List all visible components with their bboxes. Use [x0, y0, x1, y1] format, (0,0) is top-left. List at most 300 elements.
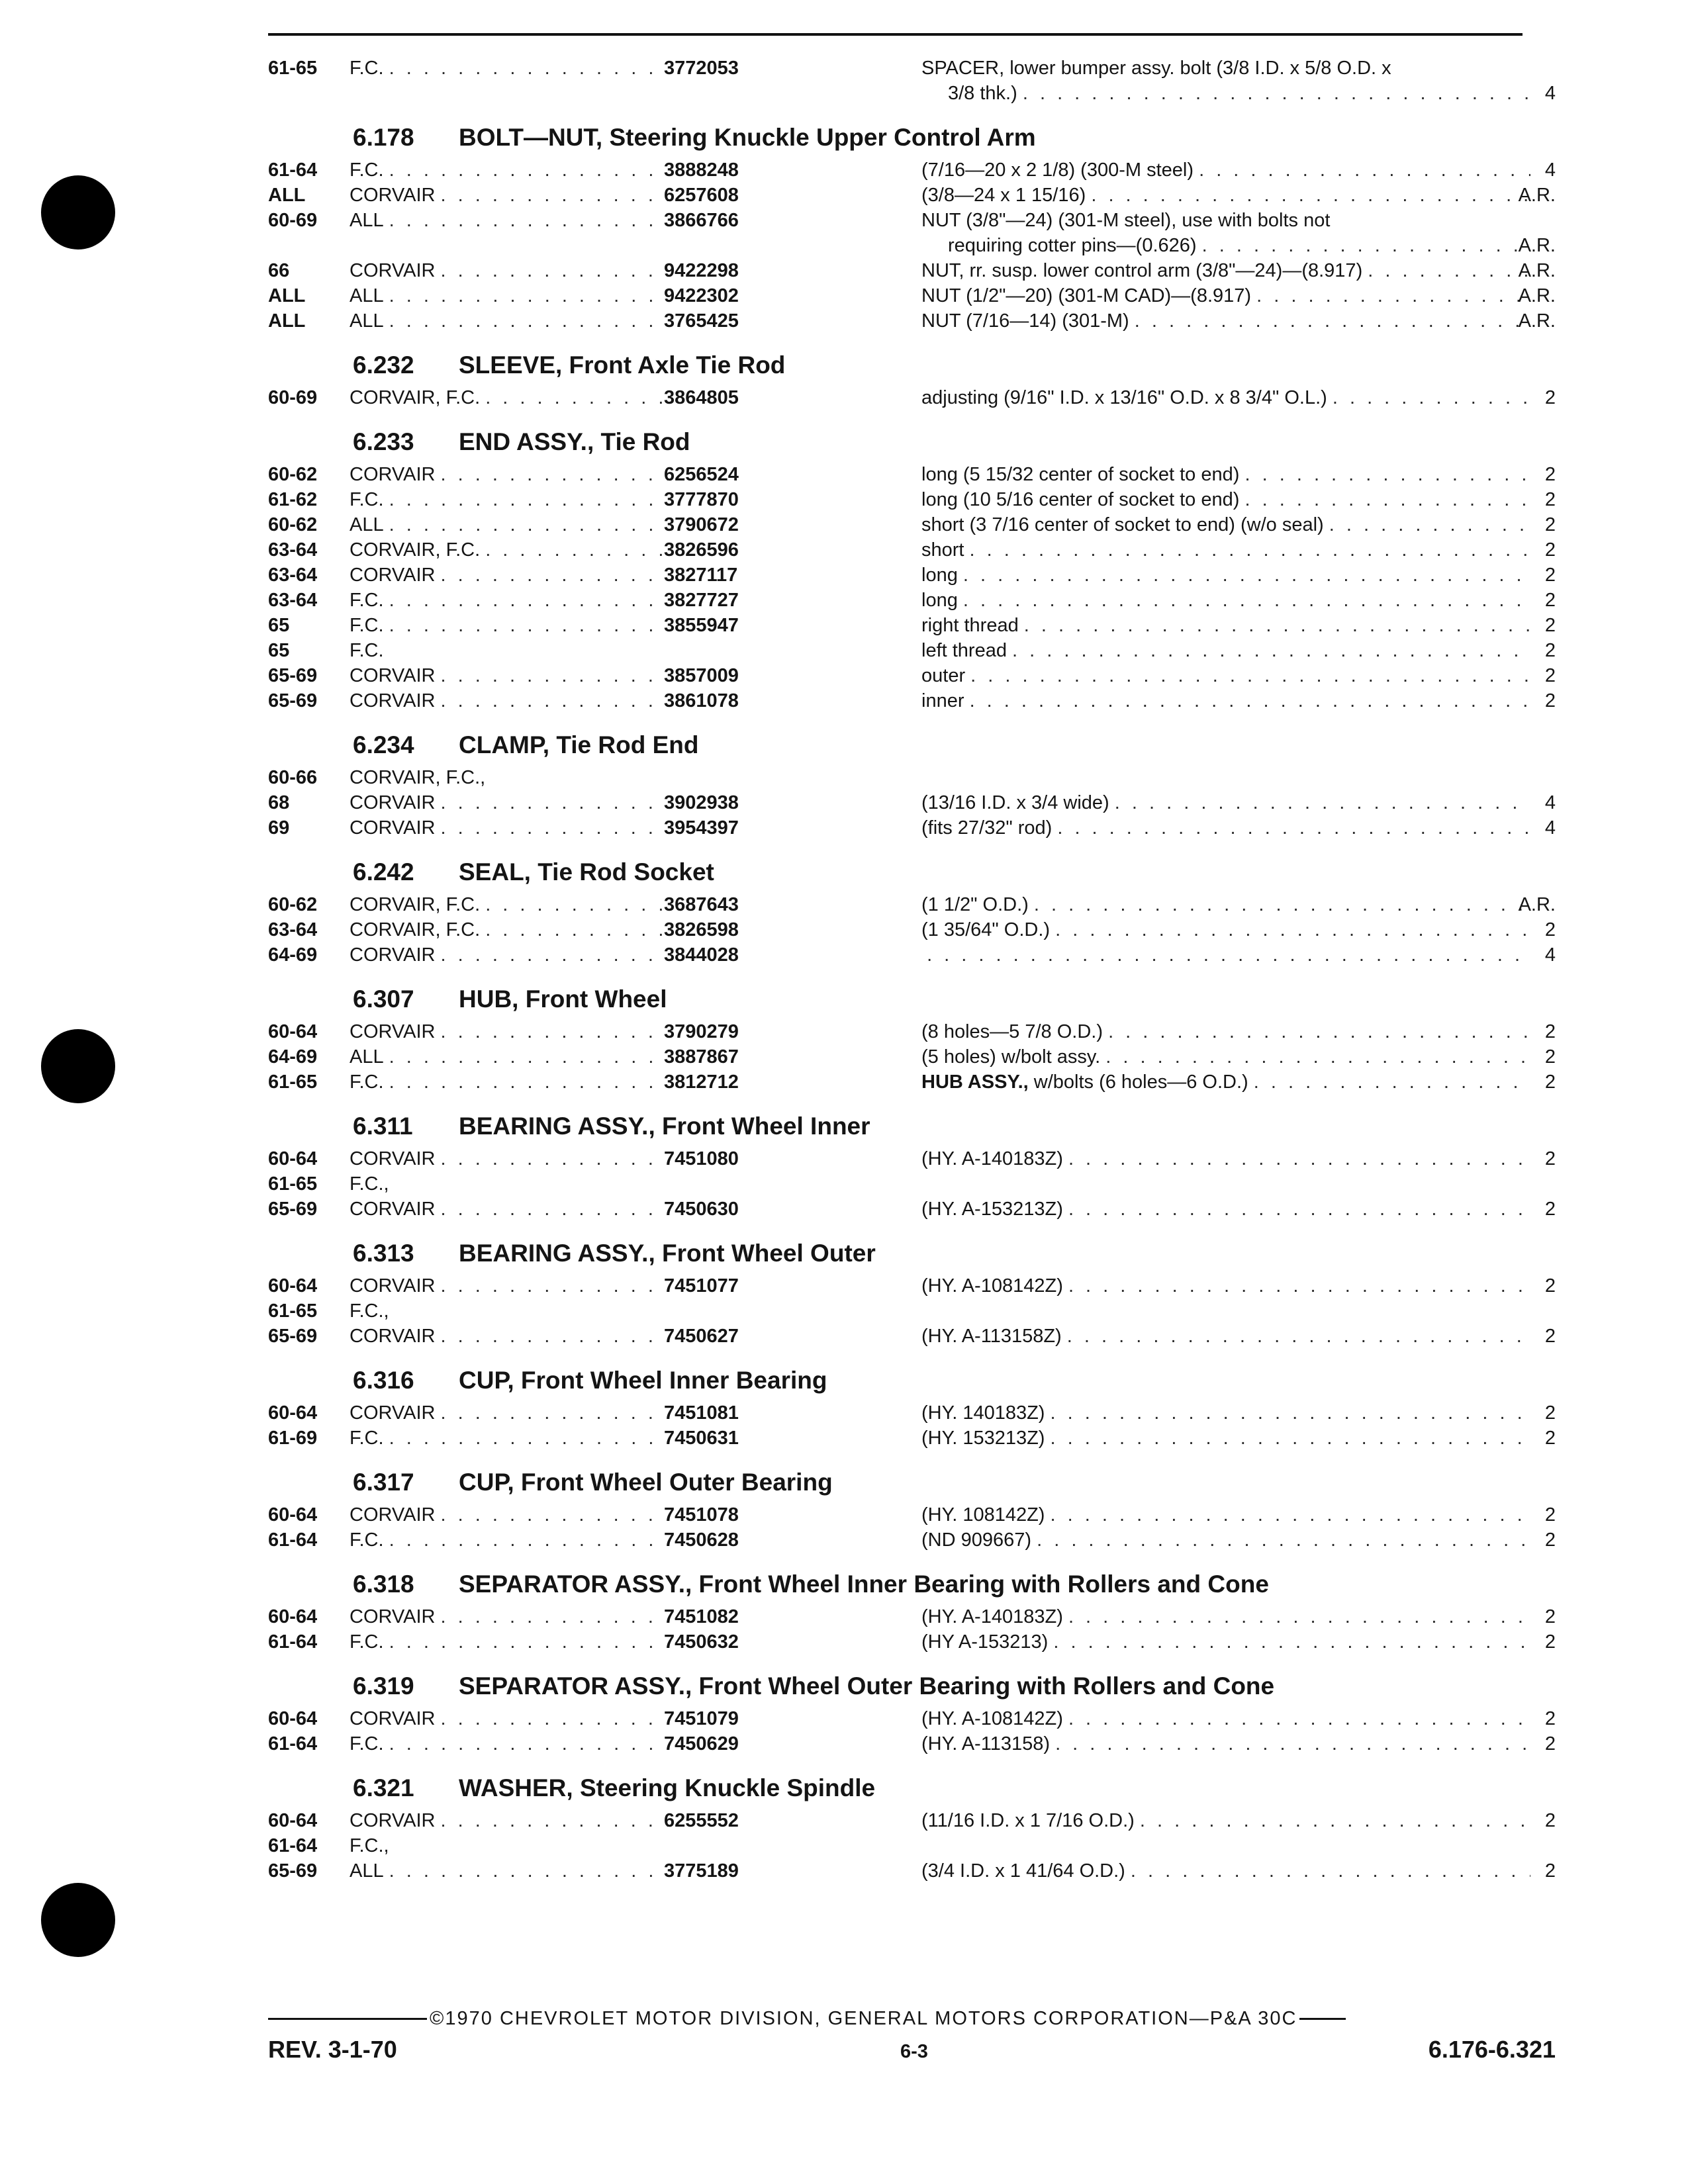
vehicle-model: CORVAIR . . .: [350, 462, 673, 487]
parts-catalog-page: [268, 56, 1556, 1884]
catalog-row: [268, 1324, 1556, 1349]
catalog-row: [268, 1706, 1556, 1731]
model-year: 65: [268, 640, 290, 661]
quantity: 2: [1544, 1529, 1556, 1551]
vehicle-model: CORVAIR, F.C. . . .: [350, 385, 673, 410]
vehicle-model: CORVAIR . . .: [350, 1324, 673, 1349]
catalog-row: [268, 1400, 1556, 1426]
part-description: long (5 15/32 center of socket to end) . . .: [921, 462, 1530, 487]
part-description: (HY. A-140183Z) . . .: [921, 1604, 1530, 1629]
part-description: (HY. A-140183Z) . . .: [921, 1146, 1530, 1171]
page-footer: [268, 2005, 1556, 2069]
model-year: 61-64: [268, 1835, 318, 1856]
catalog-row: [268, 385, 1556, 410]
vehicle-model: CORVAIR . . .: [350, 183, 673, 208]
part-description: NUT (1/2"—20) (301-M CAD)—(8.917) . . .: [921, 283, 1530, 308]
section-heading: [268, 422, 1556, 462]
model-year: 69: [268, 817, 290, 839]
vehicle-model: ALL . . .: [350, 208, 673, 233]
catalog-row: [268, 1171, 1556, 1197]
model-year: 68: [268, 792, 290, 813]
vehicle-model: F.C. . . .: [350, 56, 673, 81]
part-description: long . . .: [921, 563, 1530, 588]
vehicle-model: F.C.,: [350, 1835, 389, 1856]
quantity: 2: [1544, 1504, 1556, 1525]
model-year: 63-64: [268, 565, 318, 586]
section-number: 6.311: [353, 1113, 413, 1140]
part-description: SPACER, lower bumper assy. bolt (3/8 I.D. x 5/8 O.D. x 3/8 thk.) . . .: [921, 56, 1530, 106]
catalog-row: [268, 208, 1556, 258]
section-number: 6.232: [353, 351, 414, 379]
model-year: 65-69: [268, 1860, 318, 1882]
page-number: 6-3: [900, 2041, 928, 2062]
part-description: (HY. 140183Z) . . .: [921, 1400, 1530, 1426]
part-number: 7451080: [664, 1148, 739, 1169]
catalog-row: [268, 1731, 1556, 1756]
part-number: 3888248: [664, 159, 739, 181]
catalog-row: [268, 663, 1556, 688]
model-year: ALL: [268, 285, 306, 306]
part-number: 7450632: [664, 1631, 739, 1653]
part-description: outer . . .: [921, 663, 1530, 688]
part-description: (3/4 I.D. x 1 41/64 O.D.) . . .: [921, 1858, 1530, 1884]
part-number: 3812712: [664, 1071, 739, 1093]
catalog-row: [268, 917, 1556, 942]
part-description: (fits 27/32" rod) . . .: [921, 815, 1530, 841]
part-description: NUT, rr. susp. lower control arm (3/8"—24)—(8.917) . . .: [921, 258, 1530, 283]
model-year: 66: [268, 260, 290, 281]
quantity: 2: [1544, 1810, 1556, 1831]
catalog-row: [268, 1298, 1556, 1324]
model-year: 60-62: [268, 894, 318, 915]
part-number: 3772053: [664, 58, 739, 79]
model-year: 61-62: [268, 489, 318, 510]
quantity: 2: [1544, 1428, 1556, 1449]
quantity: 2: [1544, 590, 1556, 611]
section-title: END ASSY., Tie Rod: [459, 428, 690, 455]
section-number: 6.313: [353, 1240, 414, 1267]
model-year: 65-69: [268, 665, 318, 686]
vehicle-model: CORVAIR . . .: [350, 942, 673, 968]
model-year: 61-65: [268, 1071, 318, 1093]
section-title: SEPARATOR ASSY., Front Wheel Outer Bearing with Rollers and Cone: [459, 1672, 1275, 1700]
catalog-row: [268, 1273, 1556, 1298]
quantity: 4: [1544, 83, 1556, 104]
section-heading: [268, 1666, 1556, 1706]
catalog-sections: [268, 118, 1556, 1884]
catalog-row: [268, 462, 1556, 487]
quantity: 2: [1544, 565, 1556, 586]
part-description: (5 holes) w/bolt assy. . . .: [921, 1044, 1530, 1069]
vehicle-model: F.C. . . .: [350, 1629, 673, 1655]
model-year: 65-69: [268, 1326, 318, 1347]
part-number: 3855947: [664, 615, 739, 636]
part-description: adjusting (9/16" I.D. x 13/16" O.D. x 8 3/4" O.L.) . . .: [921, 385, 1530, 410]
part-description: [921, 942, 1530, 968]
part-description: long . . .: [921, 588, 1530, 613]
vehicle-model: ALL . . .: [350, 308, 673, 334]
vehicle-model: ALL . . .: [350, 512, 673, 537]
model-year: 65: [268, 615, 290, 636]
part-number: 3687643: [664, 894, 739, 915]
vehicle-model: F.C. . . .: [350, 1069, 673, 1095]
vehicle-model: CORVAIR, F.C. . . .: [350, 537, 673, 563]
catalog-row: [268, 308, 1556, 334]
part-description: (8 holes—5 7/8 O.D.) . . .: [921, 1019, 1530, 1044]
section-heading: [268, 1234, 1556, 1273]
copyright-text: ©1970 CHEVROLET MOTOR DIVISION, GENERAL MOTORS CORPORATION—P&A 30C: [430, 2007, 1297, 2029]
quantity: 2: [1544, 690, 1556, 711]
vehicle-model: CORVAIR . . .: [350, 1273, 673, 1298]
vehicle-model: F.C. . . .: [350, 1527, 673, 1553]
catalog-row: [268, 1808, 1556, 1833]
quantity: A.R.: [1518, 185, 1556, 206]
part-number: 7450627: [664, 1326, 739, 1347]
quantity: A.R.: [1518, 310, 1556, 332]
binder-hole-top: [41, 175, 115, 250]
quantity: 2: [1544, 640, 1556, 661]
quantity: 4: [1544, 792, 1556, 813]
model-year: ALL: [268, 310, 306, 332]
section-number: 6.178: [353, 124, 414, 151]
vehicle-model: CORVAIR . . .: [350, 563, 673, 588]
part-number: 3790672: [664, 514, 739, 535]
quantity: 2: [1544, 387, 1556, 408]
quantity: A.R.: [1518, 260, 1556, 281]
part-description: short (3 7/16 center of socket to end) (w/o seal) . . .: [921, 512, 1530, 537]
section-title: SLEEVE, Front Axle Tie Rod: [459, 351, 786, 379]
part-description: long (10 5/16 center of socket to end) . . .: [921, 487, 1530, 512]
model-year: 61-65: [268, 1300, 318, 1322]
catalog-row: [268, 1197, 1556, 1222]
part-number: 3826596: [664, 539, 739, 561]
quantity: 2: [1544, 539, 1556, 561]
section-number: 6.234: [353, 731, 414, 758]
part-description: (HY. 108142Z) . . .: [921, 1502, 1530, 1527]
part-number: 7451079: [664, 1708, 739, 1729]
vehicle-model: CORVAIR, F.C. . . .: [350, 892, 673, 917]
part-description: NUT (7/16—14) (301-M) . . .: [921, 308, 1530, 334]
catalog-row: [268, 512, 1556, 537]
model-year: 61-65: [268, 1173, 318, 1195]
vehicle-model: CORVAIR . . .: [350, 1197, 673, 1222]
quantity: 2: [1544, 1071, 1556, 1093]
catalog-row: [268, 1019, 1556, 1044]
section-range: 6.176-6.321: [1428, 2036, 1556, 2063]
part-description: (11/16 I.D. x 1 7/16 O.D.) . . .: [921, 1808, 1530, 1833]
part-description: (HY. A-113158Z) . . .: [921, 1324, 1530, 1349]
section-number: 6.307: [353, 985, 414, 1013]
part-number: 3827727: [664, 590, 739, 611]
model-year: 63-64: [268, 590, 318, 611]
catalog-row: [268, 1426, 1556, 1451]
model-year: 60-64: [268, 1606, 318, 1627]
section-title: CLAMP, Tie Rod End: [459, 731, 699, 758]
quantity: 2: [1544, 1326, 1556, 1347]
vehicle-model: F.C. . . .: [350, 1426, 673, 1451]
section-number: 6.316: [353, 1367, 414, 1394]
catalog-row: [268, 892, 1556, 917]
model-year: ALL: [268, 185, 306, 206]
part-number: 3866766: [664, 210, 739, 231]
catalog-row: [268, 638, 1556, 663]
part-description: (HY. A-153213Z) . . .: [921, 1197, 1530, 1222]
section-title: CUP, Front Wheel Outer Bearing: [459, 1469, 833, 1496]
model-year: 60-64: [268, 1148, 318, 1169]
quantity: 2: [1544, 615, 1556, 636]
model-year: 61-64: [268, 1529, 318, 1551]
part-number: 6255552: [664, 1810, 739, 1831]
part-number: 3826598: [664, 919, 739, 940]
section-number: 6.242: [353, 858, 414, 886]
part-number: 3775189: [664, 1860, 739, 1882]
part-number: 3902938: [664, 792, 739, 813]
model-year: 60-64: [268, 1402, 318, 1424]
model-year: 60-62: [268, 514, 318, 535]
part-number: 3790279: [664, 1021, 739, 1042]
quantity: 2: [1544, 1199, 1556, 1220]
catalog-row: [268, 1858, 1556, 1884]
vehicle-model: CORVAIR . . .: [350, 1808, 673, 1833]
vehicle-model: F.C. . . .: [350, 487, 673, 512]
part-number: 6257608: [664, 185, 739, 206]
copyright-line: [268, 2005, 1556, 2032]
catalog-row: [268, 537, 1556, 563]
model-year: 60-64: [268, 1021, 318, 1042]
vehicle-model: F.C.: [350, 640, 384, 661]
model-year: 61-64: [268, 1631, 318, 1653]
section-number: 6.233: [353, 428, 414, 455]
section-title: BOLT—NUT, Steering Knuckle Upper Control Arm: [459, 124, 1036, 151]
part-number: 7451081: [664, 1402, 739, 1424]
part-description: right thread . . .: [921, 613, 1530, 638]
vehicle-model: ALL . . .: [350, 283, 673, 308]
catalog-row: [268, 487, 1556, 512]
part-description: (1 35/64" O.D.) . . .: [921, 917, 1530, 942]
model-year: 61-65: [268, 58, 318, 79]
catalog-row: [268, 1833, 1556, 1858]
quantity: 4: [1544, 817, 1556, 839]
catalog-row: [268, 1069, 1556, 1095]
part-number: 3861078: [664, 690, 739, 711]
section-heading: [268, 345, 1556, 385]
part-description: HUB ASSY., w/bolts (6 holes—6 O.D.) . . .: [921, 1069, 1530, 1095]
vehicle-model: F.C. . . .: [350, 1731, 673, 1756]
model-year: 60-64: [268, 1275, 318, 1297]
model-year: 60-64: [268, 1810, 318, 1831]
part-description: left thread . . .: [921, 638, 1530, 663]
vehicle-model: CORVAIR . . .: [350, 258, 673, 283]
quantity: 2: [1544, 1708, 1556, 1729]
vehicle-model: CORVAIR . . .: [350, 1706, 673, 1731]
section-heading: [268, 1565, 1556, 1604]
part-number: 9422298: [664, 260, 739, 281]
section-title: HUB, Front Wheel: [459, 985, 667, 1013]
quantity: A.R.: [1518, 235, 1556, 256]
part-number: 3864805: [664, 387, 739, 408]
quantity: 2: [1544, 489, 1556, 510]
part-description: (HY A-153213) . . .: [921, 1629, 1530, 1655]
vehicle-model: CORVAIR . . .: [350, 1019, 673, 1044]
quantity: A.R.: [1518, 894, 1556, 915]
binder-hole-middle: [41, 1029, 115, 1103]
vehicle-model: F.C.,: [350, 1173, 389, 1195]
quantity: 2: [1544, 1733, 1556, 1754]
model-year: 60-64: [268, 1708, 318, 1729]
part-number: 6256524: [664, 464, 739, 485]
model-year: 60-64: [268, 1504, 318, 1525]
catalog-row: [268, 765, 1556, 790]
section-number: 6.319: [353, 1672, 414, 1700]
part-description: (13/16 I.D. x 3/4 wide) . . .: [921, 790, 1530, 815]
quantity: 2: [1544, 1148, 1556, 1169]
model-year: 60-62: [268, 464, 318, 485]
quantity: 4: [1544, 944, 1556, 966]
quantity: 4: [1544, 159, 1556, 181]
quantity: 2: [1544, 1860, 1556, 1882]
catalog-row: [268, 563, 1556, 588]
model-year: 60-69: [268, 210, 318, 231]
section-number: 6.317: [353, 1469, 414, 1496]
catalog-row: [268, 258, 1556, 283]
vehicle-model: F.C. . . .: [350, 613, 673, 638]
part-number: 3887867: [664, 1046, 739, 1068]
section-number: 6.318: [353, 1570, 414, 1598]
vehicle-model: CORVAIR, F.C. . . .: [350, 917, 673, 942]
part-number: 7451078: [664, 1504, 739, 1525]
part-description: (HY. A-113158) . . .: [921, 1731, 1530, 1756]
catalog-row: [268, 588, 1556, 613]
model-year: 65-69: [268, 1199, 318, 1220]
part-number: 7451077: [664, 1275, 739, 1297]
quantity: 2: [1544, 919, 1556, 940]
catalog-row: [268, 688, 1556, 713]
catalog-row: [268, 1527, 1556, 1553]
model-year: 61-64: [268, 1733, 318, 1754]
vehicle-model: F.C. . . .: [350, 588, 673, 613]
section-heading: [268, 1361, 1556, 1400]
model-year: 64-69: [268, 1046, 318, 1068]
vehicle-model: CORVAIR . . .: [350, 1502, 673, 1527]
part-number: 9422302: [664, 285, 739, 306]
part-description: (HY. A-108142Z) . . .: [921, 1706, 1530, 1731]
quantity: 2: [1544, 464, 1556, 485]
section-number: 6.321: [353, 1774, 414, 1801]
revision-date: REV. 3-1-70: [268, 2036, 397, 2063]
catalog-row: [268, 283, 1556, 308]
quantity: A.R.: [1518, 285, 1556, 306]
model-year: 63-64: [268, 539, 318, 561]
model-year: 63-64: [268, 919, 318, 940]
catalog-row: [268, 1044, 1556, 1069]
part-description: (1 1/2" O.D.) . . .: [921, 892, 1530, 917]
catalog-row: [268, 1629, 1556, 1655]
part-number: 7450631: [664, 1428, 739, 1449]
quantity: 2: [1544, 1021, 1556, 1042]
section-title: WASHER, Steering Knuckle Spindle: [459, 1774, 876, 1801]
section-title: CUP, Front Wheel Inner Bearing: [459, 1367, 827, 1394]
section-title: SEPARATOR ASSY., Front Wheel Inner Bearing with Rollers and Cone: [459, 1570, 1269, 1598]
part-number: 3765425: [664, 310, 739, 332]
section-heading: [268, 725, 1556, 765]
model-year: 61-69: [268, 1428, 318, 1449]
catalog-row: [268, 1604, 1556, 1629]
vehicle-model: CORVAIR . . .: [350, 815, 673, 841]
catalog-row: [268, 613, 1556, 638]
part-description: (7/16—20 x 2 1/8) (300-M steel) . . .: [921, 158, 1530, 183]
quantity: 2: [1544, 1275, 1556, 1297]
vehicle-model: CORVAIR, F.C.,: [350, 767, 486, 788]
vehicle-model: ALL . . .: [350, 1044, 673, 1069]
vehicle-model: CORVAIR . . .: [350, 1604, 673, 1629]
part-number: 7450628: [664, 1529, 739, 1551]
part-number: 3777870: [664, 489, 739, 510]
section-heading: [268, 979, 1556, 1019]
part-number: 7450630: [664, 1199, 739, 1220]
part-description: (HY. A-108142Z) . . .: [921, 1273, 1530, 1298]
part-description: inner . . .: [921, 688, 1530, 713]
catalog-row: [268, 815, 1556, 841]
vehicle-model: CORVAIR . . .: [350, 1400, 673, 1426]
catalog-row: [268, 790, 1556, 815]
section-heading: [268, 1463, 1556, 1502]
binder-hole-bottom: [41, 1883, 115, 1957]
section-heading: [268, 1768, 1556, 1808]
part-number: 7451082: [664, 1606, 739, 1627]
vehicle-model: F.C.,: [350, 1300, 389, 1322]
catalog-row: [268, 158, 1556, 183]
section-heading: [268, 118, 1556, 158]
section-title: BEARING ASSY., Front Wheel Outer: [459, 1240, 876, 1267]
vehicle-model: ALL . . .: [350, 1858, 673, 1884]
quantity: 2: [1544, 514, 1556, 535]
vehicle-model: F.C. . . .: [350, 158, 673, 183]
model-year: 65-69: [268, 690, 318, 711]
part-description: NUT (3/8"—24) (301-M steel), use with bolts not requiring cotter pins—(0.626) . . .: [921, 208, 1530, 258]
catalog-row: [268, 183, 1556, 208]
vehicle-model: CORVAIR . . .: [350, 688, 673, 713]
part-number: 3844028: [664, 944, 739, 966]
model-year: 64-69: [268, 944, 318, 966]
part-description: (ND 909667) . . .: [921, 1527, 1530, 1553]
description-lead: HUB ASSY.,: [921, 1071, 1029, 1093]
part-number: 3827117: [664, 565, 738, 586]
vehicle-model: CORVAIR . . .: [350, 663, 673, 688]
quantity: 2: [1544, 1046, 1556, 1068]
model-year: 61-64: [268, 159, 318, 181]
catalog-row: [268, 56, 1556, 106]
vehicle-model: CORVAIR . . .: [350, 1146, 673, 1171]
quantity: 2: [1544, 1606, 1556, 1627]
part-description: short . . .: [921, 537, 1530, 563]
catalog-row: [268, 942, 1556, 968]
catalog-row: [268, 1502, 1556, 1527]
section-title: BEARING ASSY., Front Wheel Inner: [459, 1113, 870, 1140]
model-year: 60-69: [268, 387, 318, 408]
quantity: 2: [1544, 665, 1556, 686]
section-heading: [268, 852, 1556, 892]
part-description: (HY. 153213Z) . . .: [921, 1426, 1530, 1451]
quantity: 2: [1544, 1402, 1556, 1424]
part-number: 7450629: [664, 1733, 739, 1754]
part-description: (3/8—24 x 1 15/16) . . .: [921, 183, 1530, 208]
section-heading: [268, 1107, 1556, 1146]
part-number: 3857009: [664, 665, 739, 686]
part-number: 3954397: [664, 817, 739, 839]
catalog-row: [268, 1146, 1556, 1171]
section-title: SEAL, Tie Rod Socket: [459, 858, 714, 886]
quantity: 2: [1544, 1631, 1556, 1653]
